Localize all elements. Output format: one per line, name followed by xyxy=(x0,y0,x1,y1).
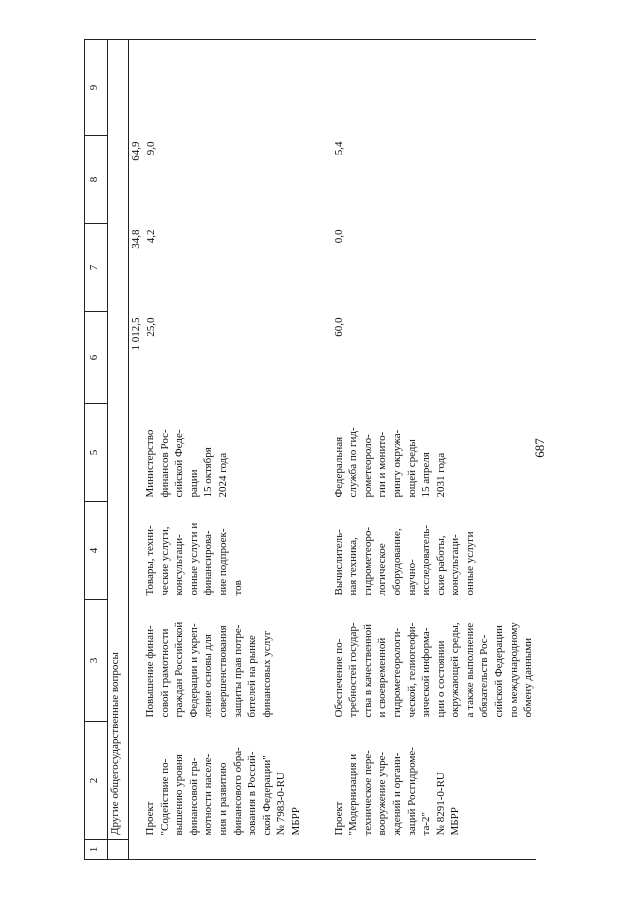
budget-table xyxy=(84,39,536,860)
cell-project: Проект "Содействие по- вышению уровня финансовой гра- мотности населе- ния и развитию финансового обра- зования в Россий- ской Федерации" № 7983-0-RU МБРР xyxy=(144,747,302,836)
section-row xyxy=(108,40,129,860)
cell-col-1 xyxy=(320,840,536,860)
cell-amount-7: 34,8 4,2 xyxy=(130,229,157,249)
cell-goods: Вычислитель- ная техника, гидрометеоро- логическое оборудование, научно- исследователь- ские работы, консультаци- онные услуги xyxy=(332,525,476,596)
section-col-1 xyxy=(108,840,129,860)
cell-amount-6: 1 012,5 25,0 xyxy=(130,317,157,351)
cell-agency: Министерство финансов Рос- сийской Феде- рации 15 октября 2024 года xyxy=(144,429,229,498)
header-col-1: 1 xyxy=(85,840,108,860)
header-col-8: 8 xyxy=(85,136,108,224)
section-title: Другие общегосударственные вопросы xyxy=(108,40,129,840)
cell-project: Проект "Модернизация и техническое пере- вооружение учре- ждений и органи- заций Росгидроме- та-2" № 8291-0-RU МБРР xyxy=(332,747,462,836)
cell-amount-6: 60,0 xyxy=(332,317,345,337)
header-col-2: 2 xyxy=(85,722,108,840)
header-col-3: 3 xyxy=(85,600,108,722)
header-col-4: 4 xyxy=(85,502,108,600)
cell-purpose: Обеспечение по- требностей государ- ства в качественной и своевременной гидрометеорологи- ческой, гелиогеофи- зической информа- ции о состоянии окружающей среды, а также выполнение обязательств Рос- сийской Федерации по международному обмену данными xyxy=(332,622,535,718)
table-row xyxy=(129,40,320,860)
header-col-6: 6 xyxy=(85,312,108,404)
page-number: 687 xyxy=(531,438,547,458)
cell-col-1 xyxy=(129,840,320,860)
header-col-9: 9 xyxy=(85,40,108,136)
header-row xyxy=(85,40,108,860)
cell-amount-8: 5,4 xyxy=(332,141,345,156)
cell-amount-8: 64,9 9,0 xyxy=(130,141,157,161)
cell-amount-9 xyxy=(129,40,320,136)
cell-goods: Товары, техни- ческие услуги, консультаци- онные услуги и финансирова- ние подпроек- тов xyxy=(144,522,244,596)
cell-agency: Федеральная служба по гид- рометеороло- гии и монито- рингу окружа- ющей среды 15 апреля 2031 года xyxy=(332,427,447,498)
header-col-7: 7 xyxy=(85,224,108,312)
header-col-5: 5 xyxy=(85,404,108,502)
rotated-table-container xyxy=(84,40,535,860)
cell-purpose: Повышение финан- совой грамотности граждан Российской Федерации и укреп- ление основы для совершенствования защиты прав потре- бителей на рынке финансовых услуг xyxy=(144,621,273,718)
cell-amount-9 xyxy=(320,40,536,136)
table-row xyxy=(320,40,536,860)
cell-amount-7: 0,0 xyxy=(332,229,345,244)
